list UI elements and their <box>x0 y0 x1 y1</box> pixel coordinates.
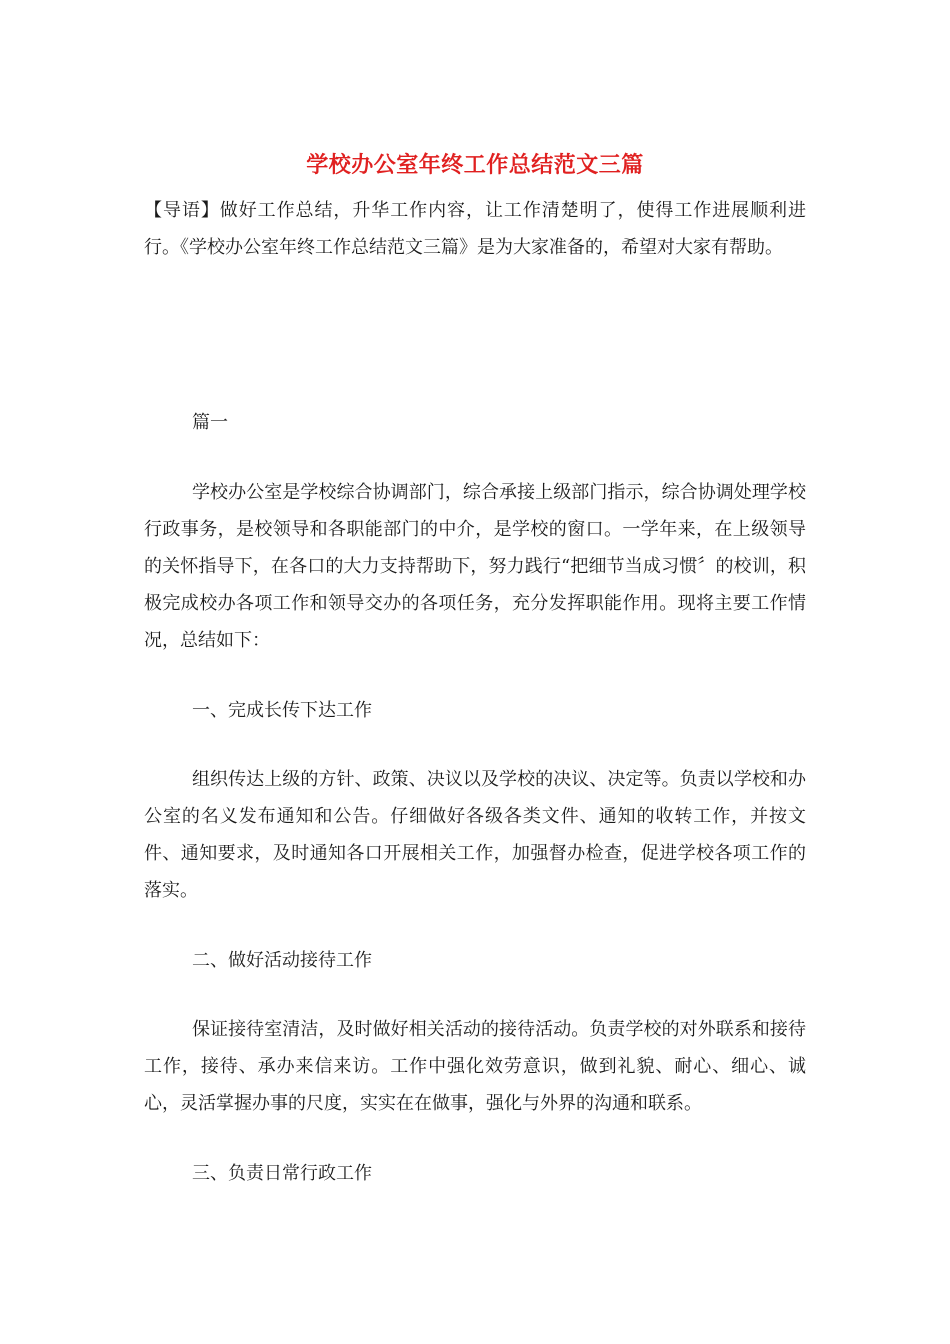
body-paragraph-2: 组织传达上级的方针、政策、决议以及学校的决议、决定等。负责以学校和办公室的名义发布通知和公告。仔细做好各级各类文件、通知的收转工作，并按文件、通知要求，及时通知各口开展相关工作，加强督办检查，促进学校各项工作的落实。 <box>144 769 806 901</box>
body-paragraph-1: 学校办公室是学校综合协调部门，综合承接上级部门指示，综合协调处理学校行政事务，是校领导和各职能部门的中介，是学校的窗口。一学年来，在上级领导的关怀指导下，在各口的大力支持帮助下，努力践行“把细节当成习惯〞的校训，积极完成校办各项工作和领导交办的各项任务，充分发挥职能作用。现将主要工作情况，总结如下： <box>144 482 806 651</box>
document-title: 学校办公室年终工作总结范文三篇 <box>306 152 644 178</box>
part-label: 篇一 <box>192 412 228 433</box>
section-heading-2: 二、做好活动接待工作 <box>192 950 372 971</box>
intro-paragraph: 【导语】做好工作总结，升华工作内容，让工作清楚明了，使得工作进展顺利进行。《学校办公室年终工作总结范文三篇》是为大家准备的，希望对大家有帮助。 <box>144 200 806 258</box>
body-paragraph-3: 保证接待室清洁，及时做好相关活动的接待活动。负责学校的对外联系和接待工作，接待、承办来信来访。工作中强化效劳意识，做到礼貌、耐心、细心、诚心，灵活掌握办事的尺度，实实在在做事，强化与外界的沟通和联系。 <box>144 1019 806 1114</box>
section-heading-1: 一、完成长传下达工作 <box>192 700 372 721</box>
section-heading-3: 三、负责日常行政工作 <box>192 1163 372 1184</box>
